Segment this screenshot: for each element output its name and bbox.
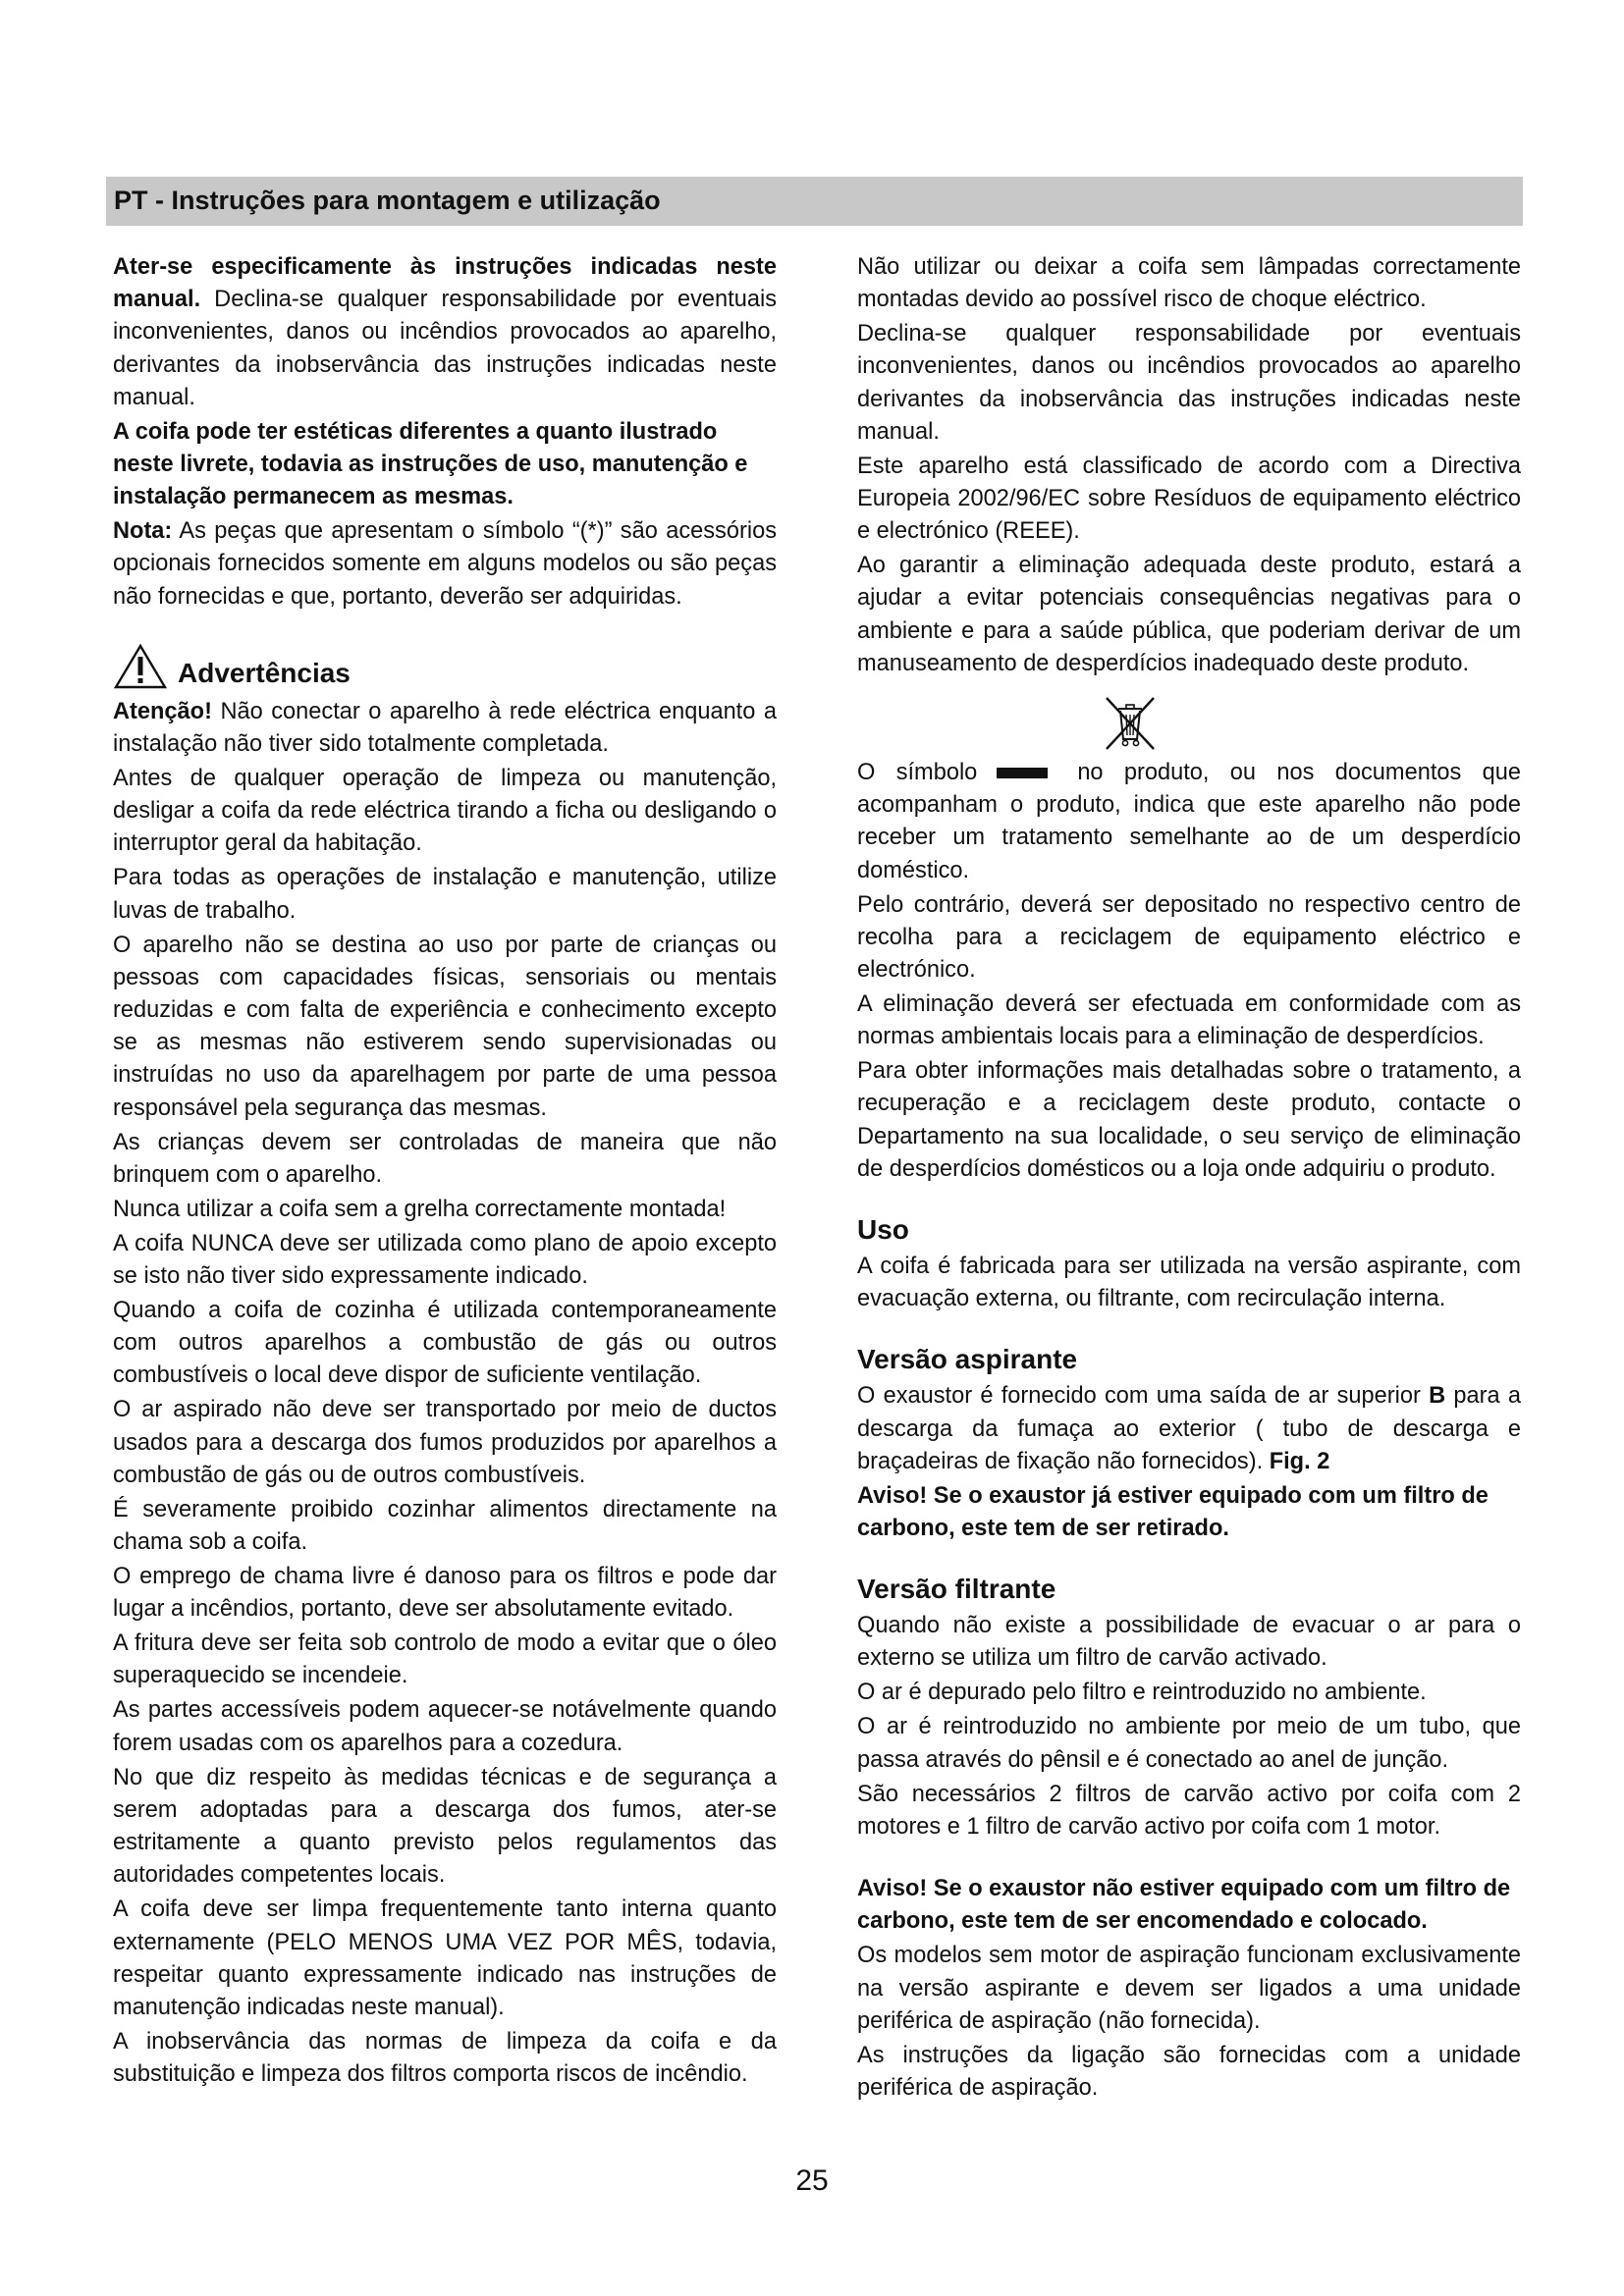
- warning-paragraph-2: Para todas as operações de instalação e manutenção, utilize luvas de trabalho.: [113, 865, 777, 924]
- aspirante-warning-bold: Aviso! Se o exaustor já estiver equipado com um filtro de carbono, este tem de ser retirado.: [857, 1482, 1489, 1542]
- information-paragraph: Para obter informações mais detalhadas sobre o tratamento, a recuperação e a reciclagem deste produto, contacte o Departamento na sua localidade, o seu serviço de eliminação de desperdícios domésticos ou a loja onde adquiriu o produto.: [857, 1058, 1521, 1182]
- weee-bar-symbol: [997, 768, 1048, 778]
- no-motor-paragraph: Os modelos sem motor de aspiração funcionam exclusivamente na versão aspirante e devem ser ligados a uma unidade periférica de aspiração (não fornecida).: [857, 1943, 1521, 2034]
- liability-paragraph: Declina-se qualquer responsabilidade por eventuais inconvenientes, danos ou incêndios provocados ao aparelho derivantes da inobservância das instruções indicadas neste manual.: [857, 321, 1521, 445]
- nota-label: Nota:: [113, 518, 173, 545]
- lamp-paragraph: Não utilizar ou deixar a coifa sem lâmpadas correctamente montadas devido ao possível risco de choque eléctrico.: [857, 254, 1521, 313]
- nota-paragraph: [113, 515, 777, 614]
- collection-paragraph: Pelo contrário, deverá ser depositado no respectivo centro de recolha para a reciclagem de equipamento eléctrico e electrónico.: [857, 891, 1521, 984]
- weee-directive-paragraph: Este aparelho está classificado de acordo com a Directiva Europeia 2002/96/EC sobre Resíduos de equipamento eléctrico e electrónico (REEE).: [857, 453, 1521, 545]
- uso-title: Uso: [857, 1214, 909, 1246]
- warning-paragraph-1: Antes de qualquer operação de limpeza ou manutenção, desligar a coifa da rede eléctrica tirando a ficha ou desligando o interruptor geral da habitação.: [113, 766, 777, 857]
- filtrante-paragraph-1: Quando não existe a possibilidade de evacuar o ar para o externo se utiliza um filtro de carvão activado.: [857, 1613, 1521, 1672]
- filtrante-title: Versão filtrante: [857, 1574, 1056, 1605]
- aspirante-paragraph: [857, 1380, 1521, 1478]
- page-number: 25: [795, 2164, 829, 2197]
- filtrante-warning-bold: Aviso! Se o exaustor não estiver equipado com um filtro de carbono, este tem de ser encomendado e colocado.: [857, 1876, 1511, 1935]
- filtrante-paragraph-4: São necessários 2 filtros de carvão activo por coifa com 2 motores e 1 filtro de carvão activo por coifa com 1 motor.: [857, 1781, 1521, 1840]
- warning-paragraph-8: O ar aspirado não deve ser transportado por meio de ductos usados para a descarga dos fumos produzidos por aparelhos a combustão de gás ou de outros combustíveis.: [113, 1397, 777, 1488]
- left-column: [113, 251, 777, 2093]
- uso-paragraph: A coifa é fabricada para ser utilizada na versão aspirante, com evacuação externa, ou filtrante, com recirculação interna.: [857, 1254, 1521, 1312]
- crossed-bin-icon: [1101, 694, 1160, 753]
- design-note: [113, 416, 777, 514]
- aspirante-warning: [857, 1480, 1521, 1545]
- atencao-text: Não conectar o aparelho à rede eléctrica enquanto a instalação não tiver sido totalmente completada.: [113, 698, 777, 758]
- aspirante-text-c: para a descarga da fumaça ao exterior ( tubo de descarga e braçadeiras de fixação não fornecidos).: [857, 1383, 1521, 1474]
- symbol-suffix: no produto, ou nos documentos que acompanham o produto, indica que este aparelho não pode receber um tratamento semelhante ao de um desperdício doméstico.: [857, 760, 1521, 883]
- aspirante-outlet-label: B: [1429, 1383, 1446, 1410]
- connection-paragraph: As instruções da ligação são fornecidas com a unidade periférica de aspiração.: [857, 2042, 1521, 2101]
- warning-paragraph-4: As crianças devem ser controladas de maneira que não brinquem com o aparelho.: [113, 1129, 777, 1188]
- warning-paragraph-12: As partes accessíveis podem aquecer-se notávelmente quando forem usadas com os aparelhos para a cozedura.: [113, 1697, 777, 1756]
- atencao-label: Atenção!: [113, 698, 212, 724]
- right-column: [857, 251, 1521, 2107]
- warning-paragraph-13: No que diz respeito às medidas técnicas e de segurança a serem adoptadas para a descarga dos fumos, ater-se estritamente a quanto previsto pelos regulamentos das autoridades competentes locais.: [113, 1764, 777, 1889]
- disposal-paragraph: Ao garantir a eliminação adequada deste produto, estará a ajudar a evitar potenciais consequências negativas para o ambiente e para a saúde pública, que poderiam derivar de um manuseamento de desperdícios inadequado deste produto.: [857, 553, 1521, 676]
- filtrante-paragraph-3: O ar é reintroduzido no ambiente por meio de um tubo, que passa através do pênsil e é conectado ao anel de junção.: [857, 1714, 1521, 1773]
- filtrante-paragraph-2: O ar é depurado pelo filtro e reintroduzido no ambiente.: [857, 1680, 1427, 1706]
- warning-paragraph-5: Nunca utilizar a coifa sem a grelha correctamente montada!: [113, 1196, 727, 1222]
- warning-paragraph-11: A fritura deve ser feita sob controlo de modo a evitar que o óleo superaquecido se incendeie.: [113, 1630, 777, 1689]
- warning-paragraph-9: É severamente proibido cozinhar alimentos directamente na chama sob a coifa.: [113, 1496, 777, 1556]
- symbol-prefix: O símbolo: [857, 760, 978, 786]
- warning-paragraph-6: A coifa NUNCA deve ser utilizada como plano de apoio excepto se isto não tiver sido expressamente indicado.: [113, 1230, 777, 1290]
- aspirante-title: Versão aspirante: [857, 1344, 1078, 1375]
- intro-bold: Ater-se especificamente às instruções indicadas neste manual.: [113, 254, 777, 313]
- aspirante-text-a: O exaustor é fornecido com uma saída de ar superior: [857, 1383, 1430, 1410]
- warnings-heading: [113, 643, 777, 690]
- warning-paragraph-15: A inobservância das normas de limpeza da coifa e da substituição e limpeza dos filtros comporta riscos de incêndio.: [113, 2028, 777, 2088]
- warning-paragraph-10: O emprego de chama livre é danoso para os filtros e pode dar lugar a incêndios, portanto, deve ser absolutamente evitado.: [113, 1564, 777, 1623]
- atencao-paragraph: [113, 696, 777, 761]
- intro-paragraph: [113, 251, 777, 414]
- nota-text: As peças que apresentam o símbolo “(*)” são acessórios opcionais fornecidos somente em alguns modelos ou são peças não fornecidas e que, portanto, deverão ser adquiridas.: [113, 518, 777, 610]
- warning-paragraph-14: A coifa deve ser limpa frequentemente tanto interna quanto externamente (PELO MENOS UMA VEZ POR MÊS, todavia, respeitar quanto expressamente indicado nas instruções de manutenção indicadas neste manual).: [113, 1896, 777, 2020]
- symbol-paragraph: [857, 757, 1521, 887]
- warning-paragraph-7: Quando a coifa de cozinha é utilizada contemporaneamente com outros aparelhos a combustão de gás ou outros combustíveis o local deve dispor de suficiente ventilação.: [113, 1298, 777, 1389]
- intro-text: Declina-se qualquer responsabilidade por eventuais inconvenientes, danos ou incêndios provocados ao aparelho, derivantes da inobservância das instruções indicadas neste manual.: [113, 287, 777, 410]
- weee-symbol: [857, 694, 1521, 753]
- aspirante-fig-ref: Fig. 2: [1269, 1448, 1330, 1474]
- section-header-bar: [106, 177, 1523, 226]
- warnings-title: Advertências: [178, 657, 351, 688]
- design-note-bold: A coifa pode ter estéticas diferentes a quanto ilustrado neste livrete, todavia as instruções de uso, manutenção e instalação permanecem as mesmas.: [113, 418, 748, 510]
- filtrante-warning: [857, 1873, 1521, 1938]
- section-header-title: PT - Instruções para montagem e utilização: [114, 186, 661, 215]
- warning-paragraph-3: O aparelho não se destina ao uso por parte de crianças ou pessoas com capacidades físicas, sensoriais ou mentais reduzidas e com falta de experiência e conhecimento excepto se as mesmas não estiverem sendo supervisionadas ou instruídas no uso da aparelhagem por parte de uma pessoa responsável pela segurança das mesmas.: [113, 932, 777, 1121]
- environment-paragraph: A eliminação deverá ser efectuada em conformidade com as normas ambientais locais para a eliminação de desperdícios.: [857, 991, 1521, 1050]
- warning-triangle-icon: [113, 643, 168, 690]
